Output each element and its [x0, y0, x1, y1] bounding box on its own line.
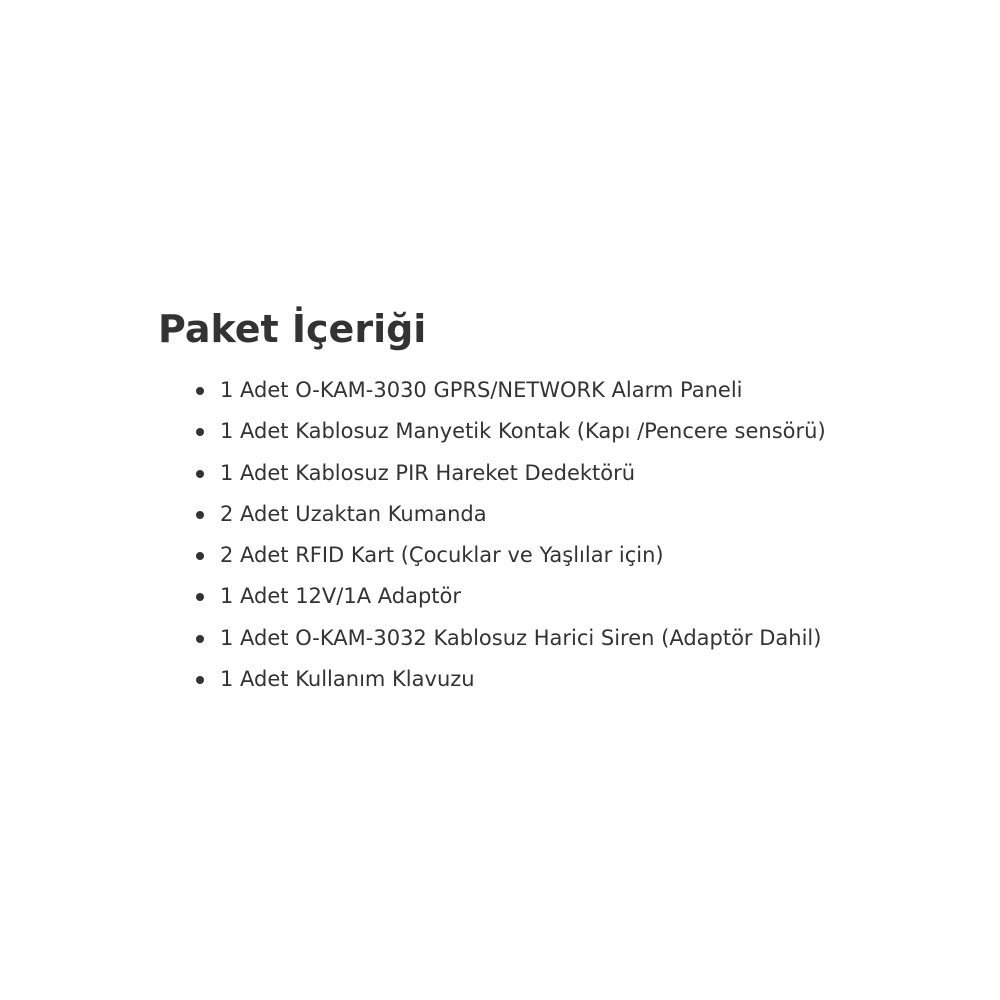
list-item-text: 2 Adet RFID Kart (Çocuklar ve Yaşlılar için): [220, 543, 664, 568]
list-item: [158, 494, 978, 535]
bullet-icon: [196, 552, 204, 560]
list-item: [158, 535, 978, 576]
list-item: [158, 576, 978, 617]
list-item-text: 1 Adet Kablosuz PIR Hareket Dedektörü: [220, 460, 636, 485]
package-contents-section: [158, 302, 978, 700]
list-item: [158, 659, 978, 700]
list-item: [158, 370, 978, 411]
list-item-text: 1 Adet O-KAM-3030 GPRS/NETWORK Alarm Paneli: [220, 378, 743, 402]
bullet-icon: [196, 470, 204, 478]
list-item-text: 1 Adet Kablosuz Manyetik Kontak (Kapı /Pencere sensörü): [220, 419, 826, 444]
list-item-text: 1 Adet 12V/1A Adaptör: [220, 584, 461, 609]
list-item-text: 1 Adet Kullanım Klavuzu: [220, 667, 475, 692]
list-item: [158, 618, 978, 659]
bullet-icon: [196, 511, 204, 519]
bullet-icon: [196, 428, 204, 436]
list-item-text: 2 Adet Uzaktan Kumanda: [220, 501, 487, 526]
section-heading: Paket İçeriği: [158, 307, 427, 351]
package-contents-list: [158, 370, 978, 700]
list-item: [158, 453, 978, 494]
bullet-icon: [196, 676, 204, 684]
bullet-icon: [196, 593, 204, 601]
list-item: [158, 411, 978, 452]
list-item-text: 1 Adet O-KAM-3032 Kablosuz Harici Siren (Adaptör Dahil): [220, 625, 822, 650]
bullet-icon: [196, 387, 204, 395]
bullet-icon: [196, 635, 204, 643]
